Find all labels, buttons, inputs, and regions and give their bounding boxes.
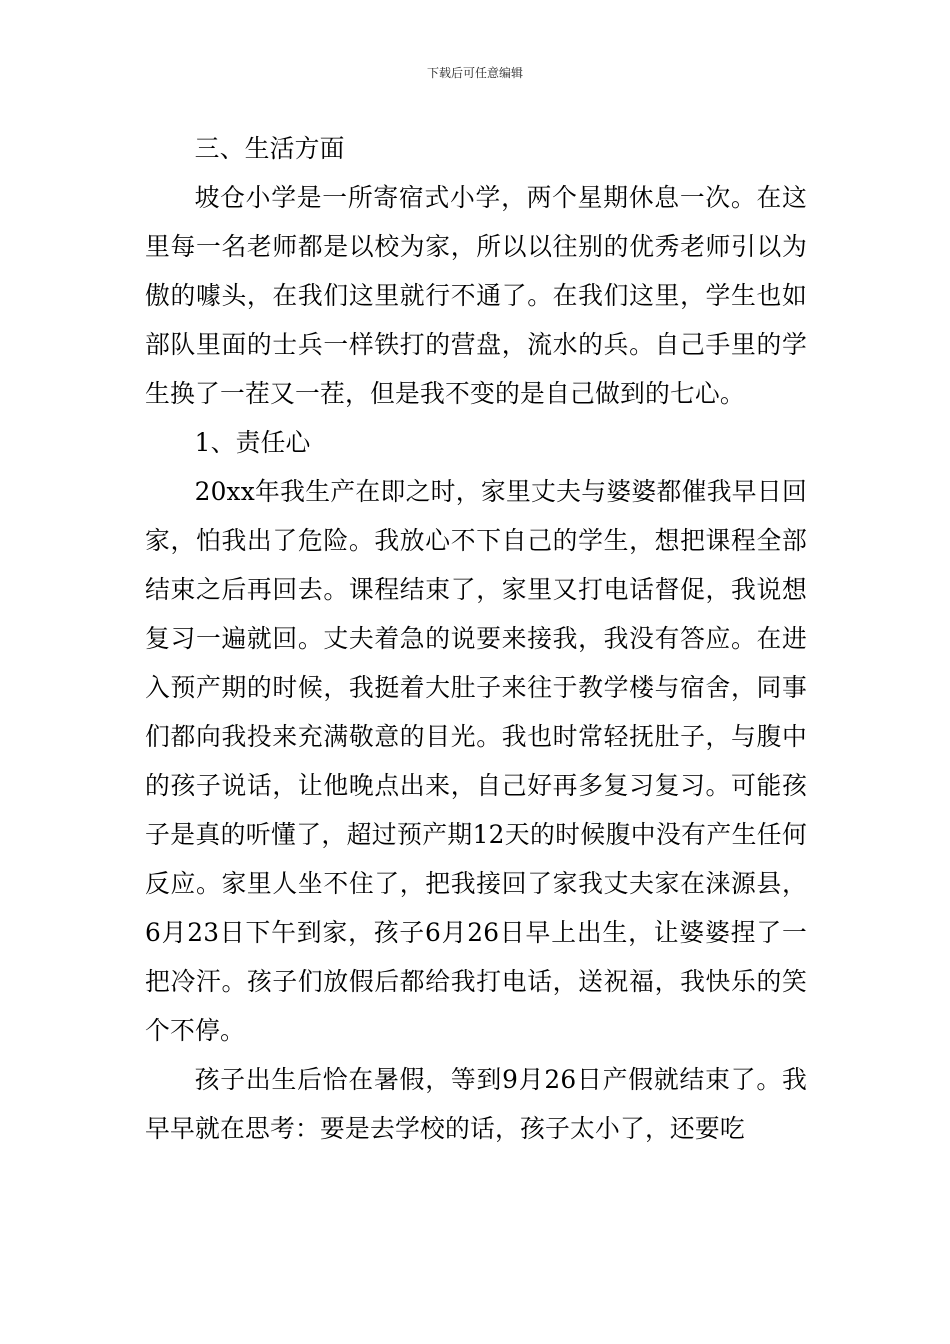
paragraph-childbirth-story: 20xx年我生产在即之时，家里丈夫与婆婆都催我早日回家，怕我出了危险。我放心不下自己的学生，想把课程全部结束之后再回去。课程结束了，家里又打电话督促，我说想复习一遍就回。丈夫着急的说要来接我，我没有答应。在进入预产期的时候，我挺着大肚子来往于教学楼与宿舍，同事们都向我投来充满敬意的目光。我也时常轻抚肚子，与腹中的孩子说话，让他晚点出来，自己好再多复习复习。可能孩子是真的听懂了，超过预产期12天的时候腹中没有产生任何反应。家里人坐不住了，把我接回了家我丈夫家在涞源县，6月23日下午到家，孩子6月26日早上出生，让婆婆捏了一把冷汗。孩子们放假后都给我打电话，送祝福，我快乐的笑个不停。 [145, 477, 807, 1045]
section-heading-life: 三、生活方面 [194, 134, 345, 163]
paragraph-school-intro: 坡仓小学是一所寄宿式小学，两个星期休息一次。在这里每一名老师都是以校为家，所以以往别的优秀老师引以为傲的噱头，在我们这里就行不通了。在我们这里，学生也如部队里面的士兵一样铁打的营盘，流水的兵。自己手里的学生换了一茬又一茬，但是我不变的是自己做到的七心。 [145, 183, 807, 408]
subheading-responsibility: 1、责任心 [194, 428, 311, 457]
page-header: 下载后可任意编辑 [426, 66, 523, 80]
paragraph-maternity-leave: 孩子出生后恰在暑假，等到9月26日产假就结束了。我早早就在思考：要是去学校的话，孩子太小了，还要吃 [145, 1065, 807, 1143]
document-body [145, 124, 807, 1153]
